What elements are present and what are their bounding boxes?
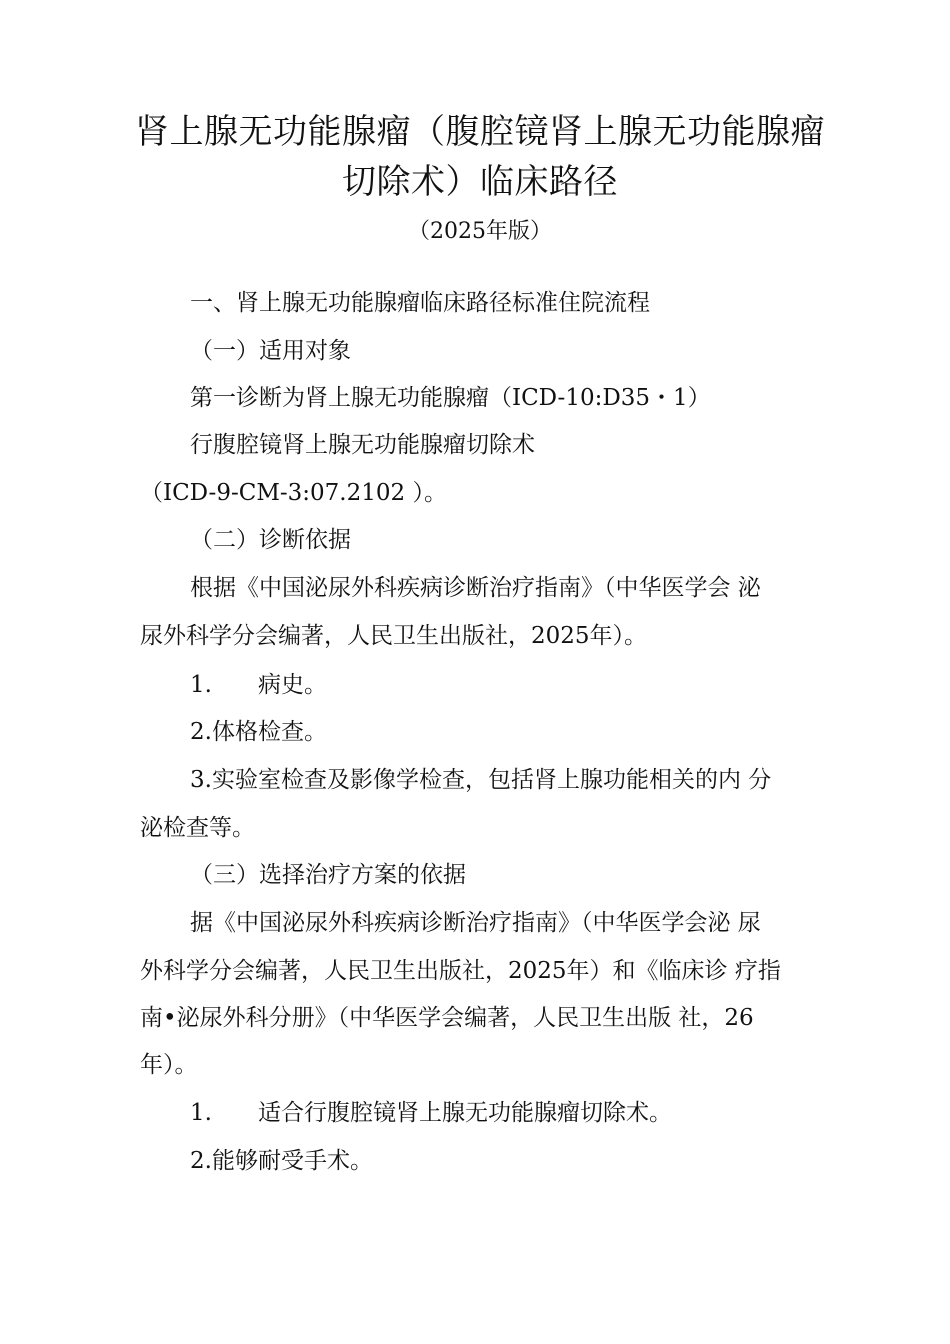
subsection-1-text-2-line-2: （ICD-9-CM-3:07.2102 ）。 [140, 480, 447, 506]
subsection-2-heading: （二）诊断依据 [190, 527, 351, 553]
subsection-3-text-line-3: 南•泌尿外科分册》（中华医学会编著，人民卫生出版 社，26 [140, 1005, 754, 1031]
section-1-heading: 一、肾上腺无功能腺瘤临床路径标准住院流程 [190, 290, 650, 316]
subsection-3-text-line-1: 据《中国泌尿外科疾病诊断治疗指南》（中华医学会泌 尿 [190, 910, 761, 936]
subsection-2-text-line-2: 尿外科学分会编著，人民卫生出版社，2025年）。 [140, 623, 648, 649]
document-title-line-1: 肾上腺无功能腺瘤（腹腔镜肾上腺无功能腺瘤 [135, 112, 825, 152]
subsection-1-heading: （一）适用对象 [190, 338, 351, 364]
subsection-2-item-3-line-1: 3.实验室检查及影像学检查，包括肾上腺功能相关的内 分 [190, 767, 772, 793]
subsection-3-text-line-2: 外科学分会编著，人民卫生出版社，2025年）和《临床诊 疗指 [140, 958, 781, 984]
document-edition: （2025年版） [408, 219, 552, 244]
subsection-3-item-1: 1. 适合行腹腔镜肾上腺无功能腺瘤切除术。 [190, 1100, 672, 1126]
subsection-3-item-2: 2.能够耐受手术。 [190, 1148, 373, 1174]
subsection-3-heading: （三）选择治疗方案的依据 [190, 862, 466, 888]
subsection-1-text-2-line-1: 行腹腔镜肾上腺无功能腺瘤切除术 [190, 432, 535, 458]
subsection-2-item-2: 2.体格检查。 [190, 719, 327, 745]
subsection-2-text-line-1: 根据《中国泌尿外科疾病诊断治疗指南》（中华医学会 泌 [190, 575, 761, 601]
subsection-1-text-1: 第一诊断为肾上腺无功能腺瘤（ICD-10:D35・1） [190, 385, 711, 411]
subsection-2-item-3-line-2: 泌检查等。 [140, 815, 255, 841]
document-title-line-2: 切除术）临床路径 [342, 162, 618, 202]
subsection-2-item-1: 1. 病史。 [190, 672, 327, 698]
subsection-3-text-line-4: 年）。 [140, 1052, 198, 1078]
